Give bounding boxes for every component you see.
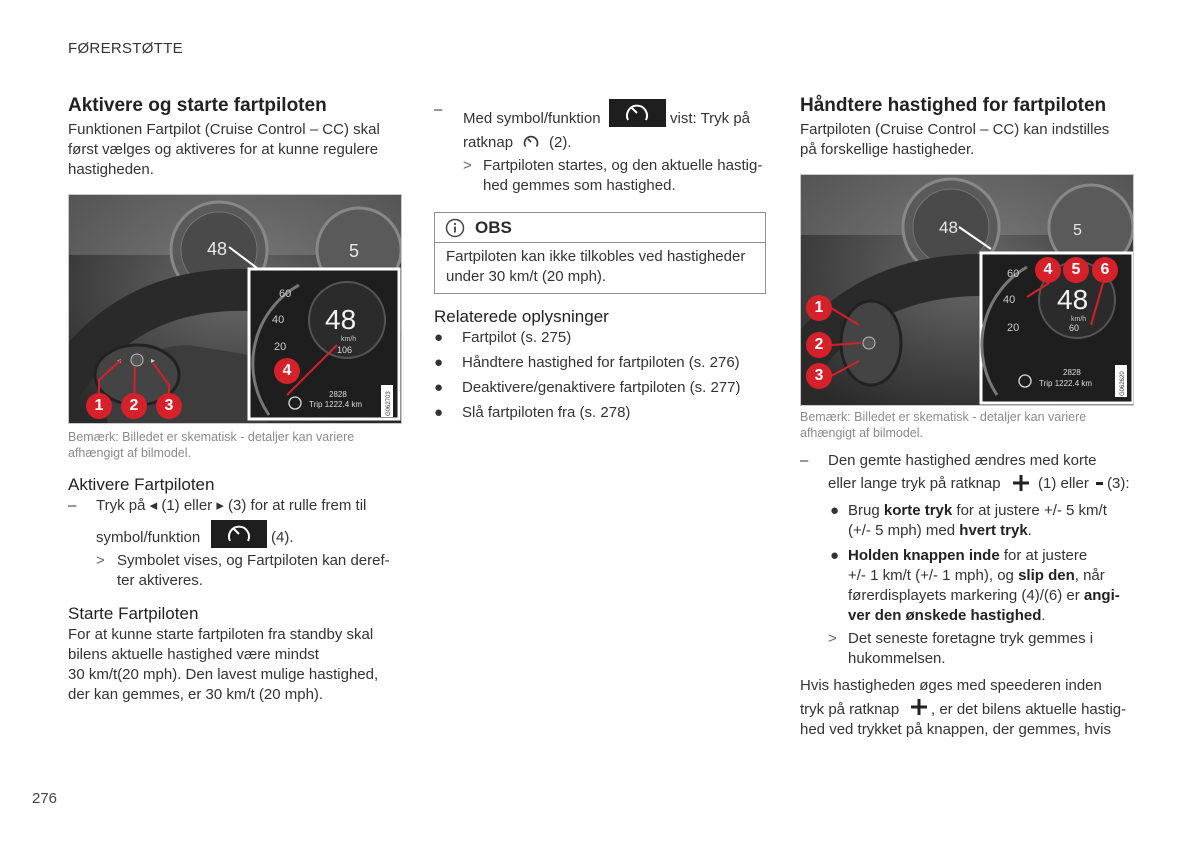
scale-40: 40: [272, 314, 285, 326]
odometer-readout: 2828: [1063, 368, 1081, 377]
callout-3: 3: [156, 393, 182, 419]
result-line: Symbolet vises, og Fartpiloten kan deref-: [117, 552, 390, 569]
svg-text:◂: ◂: [117, 356, 122, 365]
step-text: (3):: [1107, 475, 1130, 492]
caption-line: afhængigt af bilmodel.: [800, 426, 923, 440]
note-title: OBS: [475, 217, 512, 237]
result-line: Det seneste foretagne tryk gemmes i: [848, 630, 1094, 647]
bullet-text-hold: Holden knappen inde for at justere +/- 1 km/t (+/- 1 mph), og slip den, når førerdisplayets markering (4)/(6) er angi- ver den ønskede hastighed.: [848, 547, 1120, 624]
result-line: ter aktiveres.: [117, 572, 203, 589]
step-text-symbol: symbol/funktion: [96, 529, 201, 546]
paragraph-line: hed ved trykket på knappen, der gemmes, hvis: [800, 721, 1112, 738]
step-text: (2).: [549, 134, 572, 151]
bullet: ●: [434, 354, 444, 371]
related-link[interactable]: Slå fartpiloten fra (s. 278): [462, 404, 631, 421]
cruise-control-symbol-chip: [609, 99, 666, 127]
bullet: ●: [830, 502, 840, 519]
inset-sub: 60: [1069, 323, 1080, 333]
step-text: (1) eller: [1038, 475, 1089, 492]
intro-paragraph: [68, 120, 408, 180]
callout-6: 6: [1092, 257, 1118, 283]
step-text: vist: Tryk på: [670, 110, 751, 127]
step-text: ratknap: [463, 134, 514, 151]
scale-40: 40: [1003, 294, 1016, 306]
note-line: under 30 km/t (20 mph).: [446, 268, 607, 285]
paragraph-line: Hvis hastigheden øges med speederen inden: [800, 677, 1102, 694]
svg-text:▸: ▸: [151, 356, 156, 365]
intro-line: Fartpiloten (Cruise Control – CC) kan indstilles: [800, 121, 1110, 138]
speed-readout: 48: [207, 239, 228, 259]
subsection-title-activate: Aktivere Fartpiloten: [68, 475, 215, 494]
related-item[interactable]: [434, 378, 774, 403]
related-link[interactable]: Deaktivere/genaktivere fartpiloten (s. 277): [462, 379, 741, 396]
section-header: FØRERSTØTTE: [68, 40, 183, 57]
section-title-manage-speed: Håndtere hastighed for fartpiloten: [800, 95, 1107, 116]
figure-dashboard-2: [800, 174, 1134, 406]
paragraph-line: bilens aktuelle hastighed være mindst: [68, 646, 319, 663]
step-dash: –: [68, 497, 77, 514]
scale-20: 20: [274, 341, 287, 353]
callout-2: 2: [121, 393, 147, 419]
cruise-button-icon: [522, 133, 540, 151]
plus-icon: [910, 698, 928, 716]
dashboard-illustration: [69, 195, 402, 424]
speed-readout: 48: [939, 218, 958, 237]
section-title-activate: Aktivere og starte fartpiloten: [68, 95, 327, 116]
paragraph-line: tryk på ratknap: [800, 701, 900, 718]
figure-code: G062620: [1120, 371, 1126, 396]
plus-icon: [1012, 474, 1030, 492]
related-item[interactable]: [434, 328, 774, 353]
result-line: Fartpiloten startes, og den aktuelle hastig-: [483, 157, 763, 174]
trip-readout: Trip 1222.4 km: [309, 400, 363, 409]
dashboard-illustration: [801, 175, 1134, 406]
note-body: [435, 243, 765, 287]
paragraph-line: der kan gemmes, er 30 km/t (20 mph).: [68, 686, 324, 703]
result-marker: >: [463, 157, 472, 174]
intro-line: først vælges og aktiveres for at kunne regulere: [68, 141, 379, 158]
minus-icon: [1096, 482, 1103, 485]
gear-indicator: 5: [1073, 222, 1082, 239]
figure-caption-2: [800, 409, 1086, 441]
gear-indicator: 5: [349, 241, 360, 261]
callout-1: 1: [806, 295, 832, 321]
callout-4: 4: [1035, 257, 1061, 283]
intro-line: Funktionen Fartpilot (Cruise Control – CC) skal: [68, 121, 380, 138]
caption-line: afhængigt af bilmodel.: [68, 446, 191, 460]
inset-speed: 48: [1057, 284, 1089, 315]
info-icon: [445, 218, 465, 238]
intro-paragraph: [800, 120, 1140, 160]
intro-line: hastigheden.: [68, 161, 154, 178]
speedometer-icon: [609, 99, 666, 127]
inset-unit: km/h: [341, 336, 357, 343]
related-item[interactable]: [434, 403, 774, 428]
inset-sub: 106: [337, 345, 353, 355]
related-title: Relaterede oplysninger: [434, 307, 609, 326]
step-text: Den gemte hastighed ændres med korte: [828, 452, 1097, 469]
result-line: hed gemmes som hastighed.: [483, 177, 676, 194]
step-dash: –: [800, 452, 809, 469]
paragraph-line: , er det bilens aktuelle hastig-: [931, 701, 1127, 718]
related-link[interactable]: Fartpilot (s. 275): [462, 329, 572, 346]
callout-2: 2: [806, 332, 832, 358]
callout-4: 4: [274, 358, 300, 384]
scale-20: 20: [1007, 322, 1020, 334]
bullet-text-short-press: Brug korte tryk for at justere +/- 5 km/t (+/- 5 mph) med hvert tryk.: [848, 502, 1107, 539]
bullet: ●: [434, 404, 444, 421]
result-text: [117, 551, 390, 591]
step-text: Med symbol/funktion: [463, 110, 601, 127]
inset-speed: 48: [325, 304, 357, 335]
step-text: eller lange tryk på ratknap: [828, 475, 1001, 492]
note-line: Fartpiloten kan ikke tilkobles ved hastigheder: [446, 248, 746, 265]
page-number: 276: [32, 790, 58, 807]
subsection-title-start: Starte Fartpiloten: [68, 604, 199, 623]
step-text: Tryk på ◂ (1) eller ▸ (3) for at rulle frem til: [96, 497, 367, 514]
note-header: [435, 213, 765, 243]
intro-line: på forskellige hastigheder.: [800, 141, 975, 158]
paragraph-line: For at kunne starte fartpiloten fra standby skal: [68, 626, 374, 643]
bullet: ●: [434, 329, 444, 346]
result-text: [483, 156, 762, 196]
figure-code: G062703: [386, 391, 392, 416]
odometer-readout: 2828: [329, 390, 347, 399]
related-list: [434, 328, 774, 428]
result-marker: >: [828, 630, 837, 647]
callout-1: 1: [86, 393, 112, 419]
step-text-ref: (4).: [271, 529, 294, 546]
inset-unit: km/h: [1071, 316, 1087, 323]
note-box: [434, 212, 766, 294]
bullet: ●: [830, 547, 840, 564]
result-line: hukommelsen.: [848, 650, 946, 667]
callout-5: 5: [1063, 257, 1089, 283]
scale-60: 60: [1007, 268, 1020, 280]
speedometer-icon: [211, 520, 267, 548]
callout-3: 3: [806, 363, 832, 389]
paragraph-line: 30 km/t(20 mph). Den lavest mulige hastighed,: [68, 666, 379, 683]
cruise-control-symbol-chip: [211, 520, 267, 548]
figure-caption-1: [68, 429, 354, 461]
start-paragraph: [68, 625, 408, 705]
result-text: [848, 629, 1093, 669]
caption-line: Bemærk: Billedet er skematisk - detaljer kan variere: [68, 430, 355, 444]
related-link[interactable]: Håndtere hastighed for fartpiloten (s. 276): [462, 354, 740, 371]
result-marker: >: [96, 552, 105, 569]
figure-dashboard-1: [68, 194, 402, 424]
caption-line: Bemærk: Billedet er skematisk - detaljer kan variere: [800, 410, 1087, 424]
bullet: ●: [434, 379, 444, 396]
trip-readout: Trip 1222.4 km: [1039, 379, 1093, 388]
step-dash: –: [434, 101, 443, 118]
scale-60: 60: [279, 288, 292, 300]
related-item[interactable]: [434, 353, 774, 378]
